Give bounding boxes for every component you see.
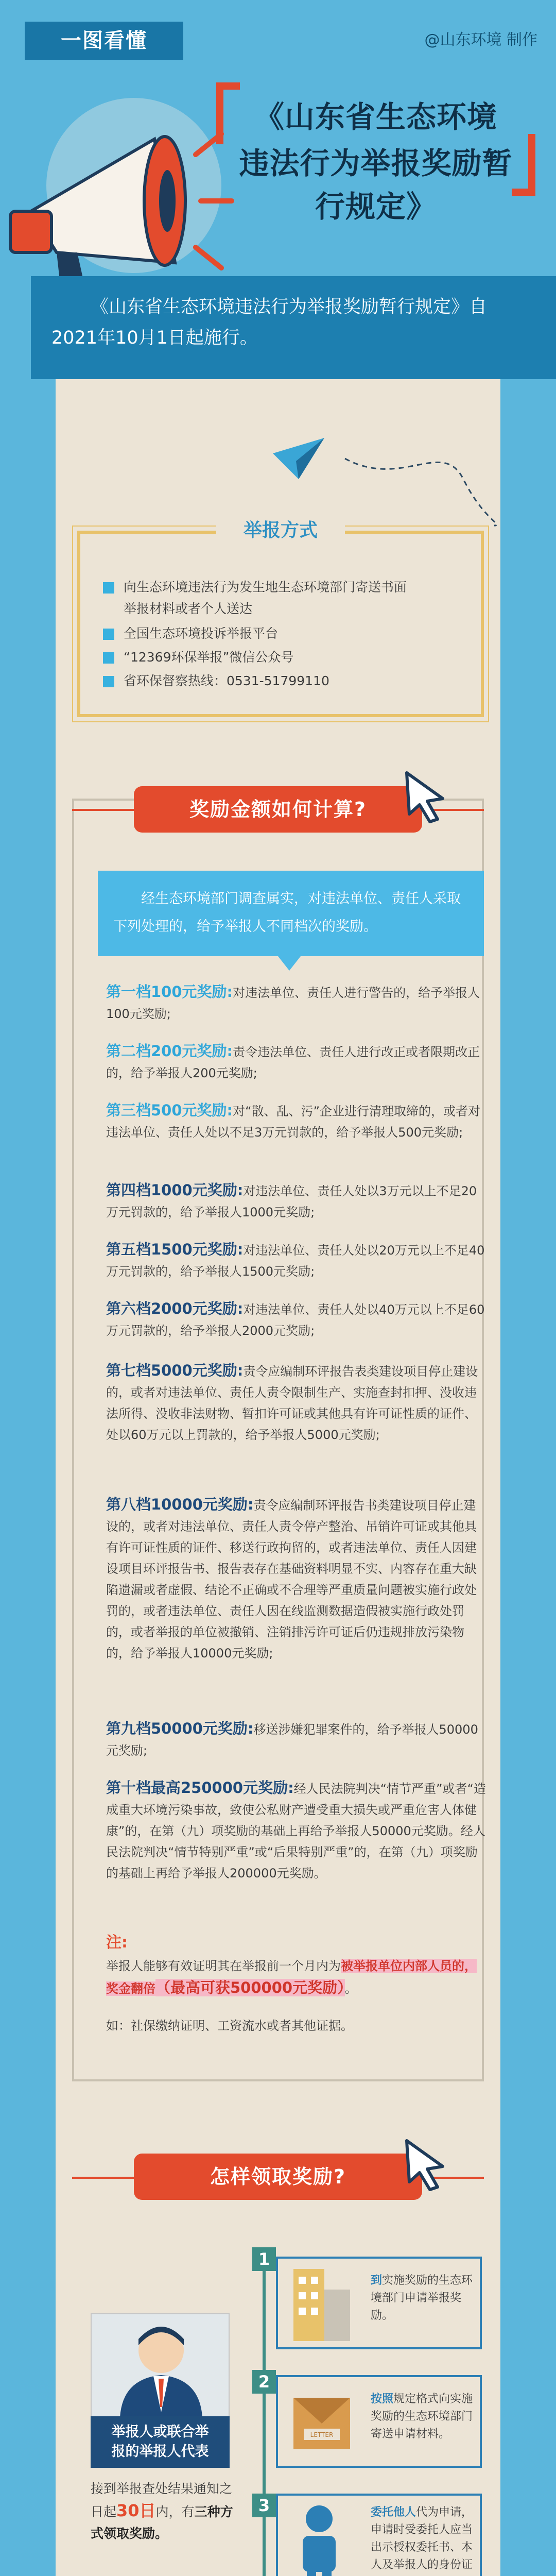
grade-text: 经人民法院判决“情节严重”或者“造成重大环境污染事故，致使公私财产遭受重大损失或严重危害人体健康”的，在第（九）项奖励的基础上再给予举报人50000元奖励。经人民法院判决“情节特别严重”或“后果特别严重”的，在第（九）项奖励的基础上再给予举报人200000元奖励。	[106, 1782, 486, 1880]
step-text	[371, 2391, 479, 2443]
step-text	[371, 2504, 479, 2576]
cursor-icon	[396, 768, 453, 824]
step-number: 1	[252, 2247, 276, 2271]
grade-key: 第九档50000元奖励:	[106, 1720, 254, 1737]
title-line-1: 《山东省生态环境	[254, 99, 497, 134]
grade-key: 第五档1500元奖励:	[106, 1241, 244, 1258]
step-text-body: 代为申请，申请时受委托人应当出示授权委托书、本人及举报人的身份证	[371, 2506, 473, 2571]
person-label-line: 报的举报人代表	[111, 2444, 209, 2460]
dashed-path-decor	[340, 448, 510, 531]
calc-banner: 奖励金额如何计算?	[134, 786, 422, 833]
credit-text: @山东环境 制作	[424, 31, 537, 49]
note-text	[106, 1955, 487, 1999]
person-icon	[92, 2314, 231, 2417]
bullet-square-icon	[103, 582, 114, 594]
envelope-icon	[278, 2377, 360, 2465]
letter-label: LETTER	[310, 2431, 334, 2438]
step-number: 3	[252, 2494, 276, 2517]
step-number: 2	[252, 2370, 276, 2394]
method-item	[124, 623, 278, 644]
methods-title: 举报方式	[216, 517, 345, 544]
cursor-icon	[396, 2136, 453, 2192]
desc-post: 内，有	[155, 2504, 195, 2519]
proxy-person-icon	[278, 2496, 360, 2576]
method-item	[124, 577, 407, 598]
grade-key: 第七档5000元奖励:	[106, 1362, 244, 1379]
intro-text: 《山东省生态环境违法行为举报奖励暂行规定》自2021年10月1日起施行。	[51, 297, 488, 348]
banner-line-decor	[72, 2177, 134, 2179]
person-desc	[91, 2478, 240, 2545]
grade-key: 第八档10000元奖励:	[106, 1496, 254, 1513]
header-tag: 一图看懂	[25, 22, 183, 60]
grade-text: 对违法单位、责任人处以3万元以上不足20万元罚款的，给予举报人1000元奖励;	[106, 1184, 477, 1219]
grade-item	[106, 1777, 487, 1884]
calc-intro-text: 经生态环境部门调查属实，对违法单位、责任人采取下列处理的，给予举报人不同档次的奖励。	[113, 891, 461, 935]
claim-banner: 怎样领取奖励?	[134, 2154, 422, 2200]
method-item	[124, 647, 293, 668]
person-label-line: 举报人或联合举	[111, 2424, 209, 2440]
note-highlight-max: （最高可获500000元奖励）	[155, 1979, 345, 1996]
grade-text: 对“散、乱、污”企业进行清理取缔的，或者对违法单位、责任人处以不足3万元罚款的，给予举报人500元奖励;	[106, 1104, 481, 1140]
grade-item	[106, 1298, 487, 1342]
grade-item	[106, 1100, 487, 1143]
down-arrow-icon	[278, 956, 301, 971]
step-text-bold: 到	[371, 2274, 383, 2287]
grade-item	[106, 1041, 487, 1084]
grade-text: 责令应编制环评报告表类建设项目停止建设的，或者对违法单位、责任人责令限制生产、实施查封扣押、没收违法所得、没收非法财物、暂扣许可证或其他具有许可证性质的证件、处以60万元以上罚款的，给予举报人5000元奖励;	[106, 1364, 478, 1442]
grade-text: 对违法单位、责任人进行警告的，给予举报人100元奖励;	[106, 986, 480, 1021]
desc-days: 30日	[116, 2501, 156, 2520]
step-text-bold: 按照	[371, 2393, 394, 2405]
method-item-cont	[124, 599, 252, 619]
grade-item	[106, 981, 487, 1025]
note-highlight: 被举报单位内部人员的，奖金翻倍	[106, 1959, 477, 1996]
note-title: 注:	[106, 1934, 128, 1952]
step-text-bold: 委托他人	[371, 2506, 416, 2519]
bullet-square-icon	[103, 629, 114, 640]
grade-key: 第三档500元奖励:	[106, 1101, 233, 1119]
grade-text: 对违法单位、责任人处以20万元以上不足40万元罚款的，给予举报人1500元奖励;	[106, 1243, 485, 1279]
desc-bold: 三种方式领取奖励。	[91, 2504, 233, 2541]
method-text: 举报材料或者个人送达	[124, 601, 253, 616]
grade-key: 第六档2000元奖励:	[106, 1300, 244, 1317]
bullet-square-icon	[103, 652, 114, 664]
note-example: 如：社保缴纳证明、工资流水或者其他证据。	[106, 2019, 353, 2033]
grade-key: 第四档1000元奖励:	[106, 1181, 244, 1199]
note-pre: 举报人能够有效证明其在举报前一个月内为	[106, 1959, 341, 1973]
grade-key: 第十档最高250000元奖励:	[106, 1779, 294, 1797]
bullet-square-icon	[103, 676, 114, 687]
desc-pre: 接到举报查处结果通知之日起	[91, 2481, 233, 2519]
grade-key: 第一档100元奖励:	[106, 983, 233, 1001]
grade-text: 对违法单位、责任人处以40万元以上不足60万元罚款的，给予举报人2000元奖励;	[106, 1302, 485, 1338]
megaphone-icon	[0, 77, 237, 309]
grade-item	[106, 1494, 487, 1664]
building-icon	[278, 2259, 360, 2346]
step-connector	[263, 2251, 266, 2576]
grade-text: 责令应编制环评报告书类建设项目停止建设的，或者对违法单位、责任人责令停产整治、吊销许可证或其他具有许可证性质的证件、移送行政拘留的，或者违法单位、责任人因建设项目环评报告书、报告表存在基础资料明显不实、内容存在重大缺陷遗漏或者虚假、结论不正确或不合理等严重质量问题被实施行政处罚的，或者违法单位、责任人因在线监测数据造假被实施行政处罚的，或者举报的单位被撤销、注销排污许可证后仍违规排放污染物的，给予举报人10000元奖励;	[106, 1498, 477, 1660]
method-text: 省环保督察热线：0531-51799110	[124, 673, 329, 688]
method-text: 全国生态环境投诉举报平台	[124, 626, 279, 641]
intro-band	[31, 276, 556, 379]
grade-text: 移送涉嫌犯罪案件的，给予举报人50000元奖励;	[106, 1722, 478, 1758]
grade-item	[106, 1360, 487, 1446]
grade-item	[106, 1239, 487, 1282]
method-text: “12369环保举报”微信公众号	[124, 650, 294, 665]
method-item	[124, 671, 329, 691]
page-title	[216, 72, 535, 224]
title-line-2: 违法行为举报奖励暂行规定》	[239, 146, 513, 224]
grade-item	[106, 1180, 487, 1223]
grade-key: 第二档200元奖励:	[106, 1042, 233, 1060]
grade-item	[106, 1718, 487, 1761]
banner-line-decor	[72, 809, 134, 811]
step-text	[371, 2272, 479, 2325]
calc-intro-box	[98, 871, 484, 956]
grade-text: 责令违法单位、责任人进行改正或者限期改正的，给予举报人200元奖励;	[106, 1045, 480, 1080]
step-text-body: 实施奖励的生态环境部门申请举报奖励。	[371, 2274, 473, 2322]
person-label	[91, 2416, 230, 2468]
paper-plane-icon	[268, 433, 329, 489]
step-text-body: 规定格式向实施奖励的生态环境部门寄送申请材料。	[371, 2393, 473, 2441]
note-end: 。	[344, 1981, 357, 1996]
method-text: 向生态环境违法行为发生地生态环境部门寄送书面	[124, 580, 407, 595]
